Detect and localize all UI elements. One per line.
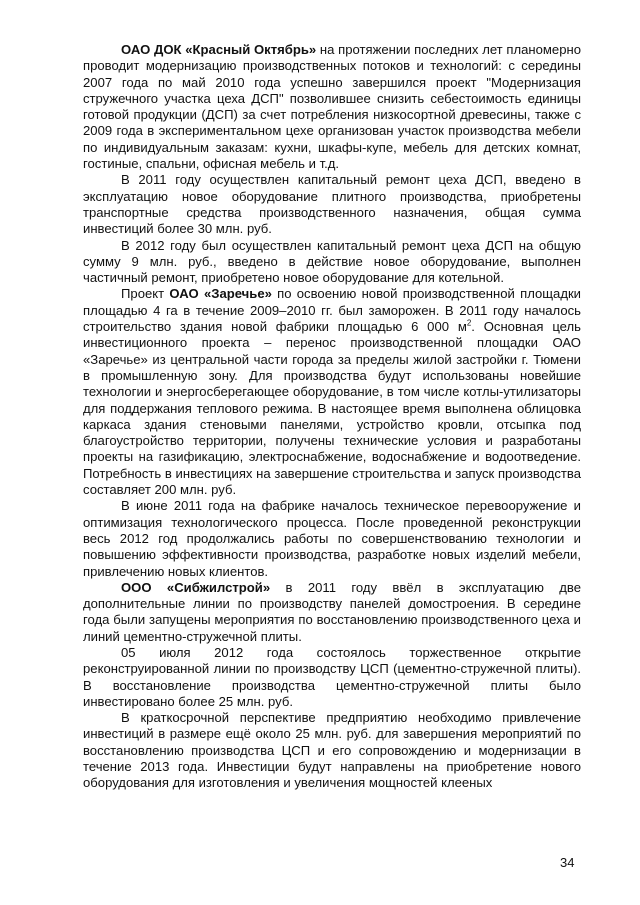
paragraph-2 bbox=[83, 172, 581, 237]
paragraph-1 bbox=[83, 42, 581, 172]
paragraph-5 bbox=[83, 498, 581, 579]
paragraph-8 bbox=[83, 710, 581, 791]
paragraph-text: В 2012 году был осуществлен капитальный ремонт цеха ДСП на общую сумму 9 млн. руб., введено в действие новое оборудование, выполнен частичный ремонт, приобретено новое оборудование для котельной. bbox=[83, 237, 581, 286]
paragraph-7 bbox=[83, 645, 581, 710]
paragraph-text: В краткосрочной перспективе предприятию необходимо привлечение инвестиций в размере ещё около 25 млн. руб. для завершения мероприятий по восстановлению производства ЦСП и его сопровождению и модернизации в течение 2013 года. Инвестиции будут направлены на приобретение нового оборудования для изготовления и увеличения мощностей клееных bbox=[83, 710, 581, 791]
company-name-sibzhilstroy: ООО «Сибжилстрой» bbox=[121, 579, 271, 595]
paragraph-text: в 2011 году ввёл в эксплуатацию две дополнительные линии по производству панелей домостроения. В середине года были запущены мероприятия по восстановлению производственного цеха и линий цементно-стружечной плиты. bbox=[83, 579, 581, 644]
paragraph-text: на протяжении последних лет планомерно проводит модернизацию производственных потоков и технологий: с середины 2007 года по май 2010 года успешно завершился проект "Модернизация стружечного участка цеха ДСП" позволившее снизить себестоимость единицы готовой продукции (ДСП) за счет потребления низкосортной древесины, также с 2009 года в экспериментальном цехе организован участок производства мебели по индивидуальным заказам: кухни, шкафы-купе, мебель для детских комнат, гостиные, спальни, офисная мебель и т.д. bbox=[83, 42, 581, 172]
paragraph-text: В 2011 году осуществлен капитальный ремонт цеха ДСП, введено в эксплуатацию новое оборудование плитного производства, приобретены транспортные средства производственного назначения, общая сумма инвестиций более 30 млн. руб. bbox=[83, 172, 581, 237]
paragraph-4 bbox=[83, 286, 581, 498]
paragraph-text: . Основная цель инвестиционного проекта – перенос производственной площадки ОАО «Заречье» из центральной части города за пределы жилой застройки г. Тюмени в промышленную зону. Для производства будут использованы новейшие технологии и энергосберегающее оборудование, в том числе котлы-утилизаторы для поддержания теплового режима. В настоящее время выполнена облицовка каркаса здания стеновыми панелями, устройство кровли, отсыпка под благоустройство территории, получены технические условия и разработаны проекты на газификацию, электроснабжение, водоснабжение и водоотведение. Потребность в инвестициях на завершение строительства и запуск производства составляет 200 млн. руб. bbox=[83, 319, 581, 498]
company-name-krasny-oktyabr: ОАО ДОК «Красный Октябрь» bbox=[121, 42, 317, 57]
page-number: 34 bbox=[560, 855, 575, 870]
body-text bbox=[83, 42, 581, 792]
paragraph-text: по освоению новой производственной площадки площадью 4 га в течение 2009–2010 гг. был заморожен. В 2011 году началось строительство здания новой фабрики площадью 6 000 м bbox=[83, 286, 581, 335]
superscript-2: 2 bbox=[466, 318, 472, 328]
paragraph-text: 05 июля 2012 года состоялось торжественное открытие реконструированной линии по производству ЦСП (цементно-стружечной плиты). В восстановление производства цементно-стружечной плиты было инвестировано более 25 млн. руб. bbox=[83, 644, 581, 709]
paragraph-text: В июне 2011 года на фабрике началось техническое перевооружение и оптимизация технологического процесса. После проведенной реконструкции весь 2012 год продолжались работы по совершенствованию технологии и повышению эффективности производства, разработке новых изделий мебели, привлечению новых клиентов. bbox=[83, 498, 581, 579]
paragraph-6 bbox=[83, 580, 581, 645]
company-name-zarechye: ОАО «Заречье» bbox=[169, 286, 272, 302]
paragraph-3 bbox=[83, 238, 581, 287]
paragraph-text: Проект bbox=[121, 286, 170, 302]
